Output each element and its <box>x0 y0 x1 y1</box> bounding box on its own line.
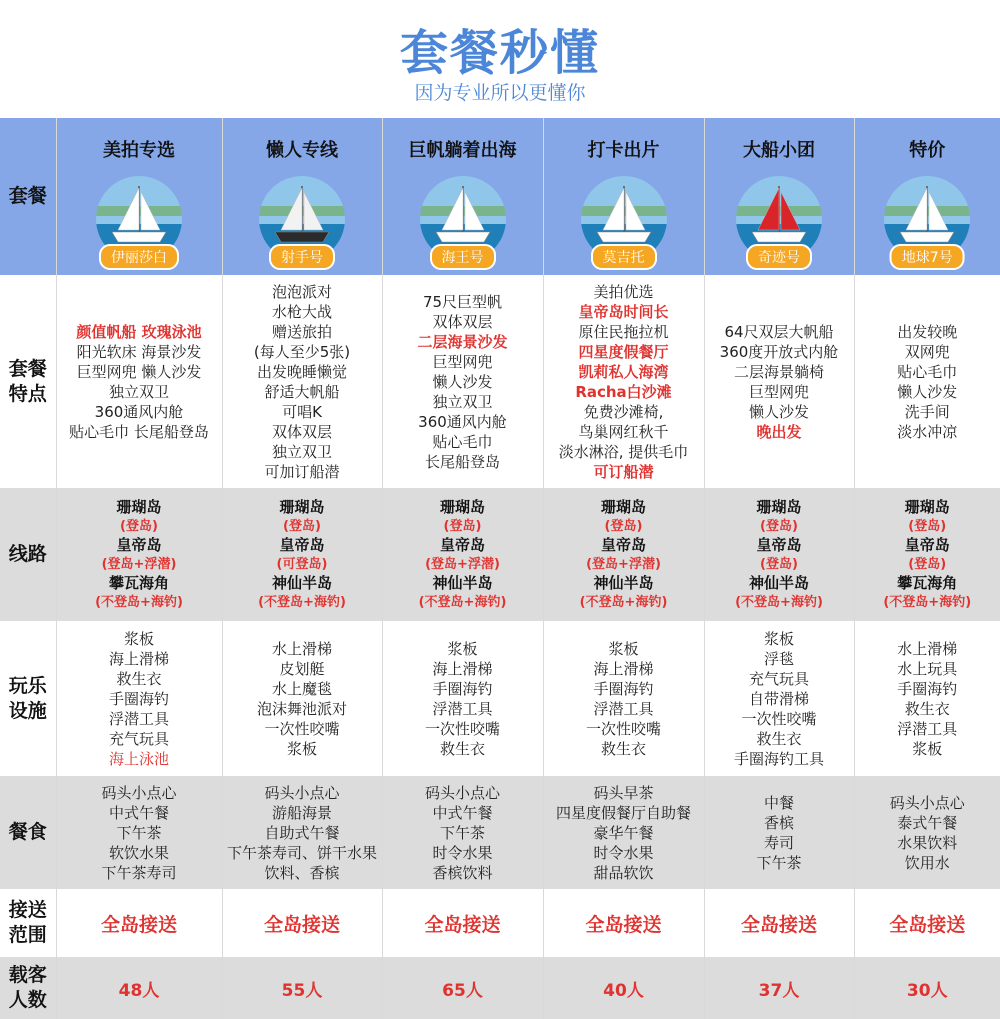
row-label-capacity <box>0 957 56 1019</box>
route-place: 皇帝岛 <box>904 535 950 554</box>
row-label-transfer <box>0 889 56 957</box>
play-item: 浮潜工具 <box>108 709 169 728</box>
boat-photo-wrap <box>736 176 822 266</box>
food-item: 下午茶寿司、饼干水果 <box>226 843 377 862</box>
route-note: (登岛) <box>443 518 482 534</box>
package-header-cell <box>704 118 854 275</box>
food-item: 下午茶 <box>116 823 162 842</box>
package-comparison-table <box>0 118 1000 1019</box>
food-cell <box>56 776 222 889</box>
transfer-value: 全岛接送 <box>585 913 662 936</box>
route-note: (不登岛+海钓) <box>418 594 507 610</box>
food-item: 自助式午餐 <box>264 823 340 842</box>
feature-line: 二层海景沙发 <box>417 332 508 351</box>
boat-photo-wrap <box>420 176 506 266</box>
route-place: 攀瓦海角 <box>897 573 958 592</box>
route-note: (登岛) <box>604 518 643 534</box>
play-item: 海上滑梯 <box>108 649 169 668</box>
play-cell <box>543 621 704 776</box>
feature-line: 巨型网兜 懒人沙发 <box>76 362 202 381</box>
play-item: 浆板 <box>912 739 943 758</box>
play-item: 一次性咬嘴 <box>424 719 500 738</box>
food-item: 下午茶 <box>439 823 485 842</box>
feature-line: 双网兜 <box>904 342 950 361</box>
package-header-cell <box>854 118 1000 275</box>
package-name: 打卡出片 <box>587 140 660 161</box>
package-name: 懒人专线 <box>266 140 338 161</box>
features-cell <box>222 275 382 488</box>
play-item: 手圈海钓 <box>432 679 493 698</box>
feature-line: 颜值帆船 玫瑰泳池 <box>76 322 202 341</box>
play-item: 自带滑梯 <box>748 689 809 708</box>
play-item: 救生衣 <box>116 669 162 688</box>
play-item: 救生衣 <box>439 739 485 758</box>
capacity-cell <box>382 957 543 1019</box>
feature-line: 晚出发 <box>756 422 802 441</box>
food-cell <box>854 776 1000 889</box>
play-cell <box>56 621 222 776</box>
transfer-value: 全岛接送 <box>100 913 177 936</box>
feature-line: 水枪大战 <box>271 302 332 321</box>
feature-line: 懒人沙发 <box>432 372 493 391</box>
play-item: 水上滑梯 <box>271 639 332 658</box>
route-place: 神仙半岛 <box>271 573 332 592</box>
feature-line: 鸟巢网红秋千 <box>578 422 669 441</box>
feature-line: 赠送旅拍 <box>271 322 332 341</box>
route-row <box>0 488 1000 621</box>
play-item: 充气玩具 <box>108 729 169 748</box>
food-item: 下午茶寿司 <box>101 863 177 882</box>
package-header-cell <box>543 118 704 275</box>
play-item: 水上玩具 <box>897 659 958 678</box>
page-subtitle: 因为专业所以更懂你 <box>414 82 586 104</box>
route-place: 攀瓦海角 <box>108 573 169 592</box>
boat-name-tag: 射手号 <box>269 244 335 270</box>
food-item: 甜品软饮 <box>593 863 654 882</box>
play-item: 救生衣 <box>904 699 950 718</box>
food-item: 软饮水果 <box>108 843 169 862</box>
food-item: 饮料、香槟 <box>264 863 340 882</box>
feature-line: 出发晚睡懒觉 <box>256 362 347 381</box>
feature-line: 懒人沙发 <box>897 382 958 401</box>
route-place: 神仙半岛 <box>432 573 493 592</box>
transfer-value: 全岛接送 <box>263 913 340 936</box>
food-item: 香槟饮料 <box>432 863 493 882</box>
feature-line: 独立双卫 <box>108 382 169 401</box>
capacity-cell <box>854 957 1000 1019</box>
play-item: 浮毯 <box>763 649 794 668</box>
feature-line: 64尺双层大帆船 <box>724 322 834 341</box>
play-item: 海上泳池 <box>108 749 169 768</box>
food-item: 寿司 <box>763 833 794 852</box>
boat-photo-wrap <box>259 176 345 266</box>
boat-photo-wrap <box>884 176 970 266</box>
route-note: (登岛+浮潜) <box>586 556 661 572</box>
package-name: 美拍专选 <box>103 140 175 161</box>
play-cell <box>382 621 543 776</box>
play-item: 浮潜工具 <box>897 719 958 738</box>
route-place: 珊瑚岛 <box>439 497 485 516</box>
play-item: 浆板 <box>608 639 639 658</box>
feature-line: 长尾船登岛 <box>424 452 500 471</box>
route-place: 珊瑚岛 <box>116 497 162 516</box>
row-label-line: 人数 <box>8 989 47 1011</box>
route-note: (不登岛+海钓) <box>258 594 346 610</box>
feature-line: (每人至少5张) <box>253 342 351 361</box>
play-item: 水上滑梯 <box>897 639 958 658</box>
boat-name-tag: 莫吉托 <box>591 244 657 270</box>
feature-line: 巨型网兜 <box>432 352 493 371</box>
transfer-cell <box>543 889 704 957</box>
feature-line: 洗手间 <box>904 402 950 421</box>
play-item: 海上滑梯 <box>593 659 654 678</box>
feature-line: 可订船潜 <box>593 462 654 481</box>
feature-line: 可唱K <box>282 402 322 421</box>
package-header-row <box>0 118 1000 275</box>
package-name: 特价 <box>909 140 946 161</box>
play-item: 手圈海钓 <box>593 679 654 698</box>
transfer-cell <box>704 889 854 957</box>
capacity-value: 30人 <box>906 980 948 1001</box>
package-header-cell <box>382 118 543 275</box>
boat-photo-wrap <box>96 176 182 266</box>
food-row <box>0 776 1000 889</box>
feature-line: 360通风内舱 <box>94 402 184 421</box>
transfer-cell <box>222 889 382 957</box>
play-item: 浆板 <box>447 639 478 658</box>
play-item: 水上魔毯 <box>271 679 332 698</box>
route-cell <box>382 488 543 621</box>
row-label-package: 套餐 <box>8 185 47 207</box>
feature-line: 舒适大帆船 <box>264 382 340 401</box>
play-item: 浮潜工具 <box>593 699 654 718</box>
route-place: 珊瑚岛 <box>904 497 950 516</box>
route-place: 皇帝岛 <box>439 535 485 554</box>
route-place: 珊瑚岛 <box>600 497 646 516</box>
route-note: (登岛) <box>760 518 798 534</box>
capacity-value: 65人 <box>442 980 483 1001</box>
feature-line: 泡泡派对 <box>271 282 332 301</box>
route-cell <box>854 488 1000 621</box>
food-cell <box>222 776 382 889</box>
play-item: 浆板 <box>123 629 154 648</box>
food-item: 时令水果 <box>432 843 493 862</box>
play-item: 浆板 <box>286 739 317 758</box>
features-cell <box>543 275 704 488</box>
route-cell <box>543 488 704 621</box>
route-note: (不登岛+海钓) <box>883 594 972 610</box>
play-item: 一次性咬嘴 <box>741 709 817 728</box>
food-item: 中式午餐 <box>108 803 169 822</box>
play-row <box>0 621 1000 776</box>
route-cell <box>704 488 854 621</box>
feature-line: 可加订船潜 <box>264 462 340 481</box>
play-item: 泡沫舞池派对 <box>256 699 347 718</box>
feature-line: 二层海景躺椅 <box>733 362 824 381</box>
route-note: (登岛+浮潜) <box>101 556 177 572</box>
row-label-line: 特点 <box>8 382 47 405</box>
play-item: 海上滑梯 <box>432 659 493 678</box>
boat-name-tag: 伊丽莎白 <box>99 244 179 270</box>
play-item: 皮划艇 <box>279 659 325 678</box>
transfer-cell <box>56 889 222 957</box>
transfer-value: 全岛接送 <box>424 913 501 936</box>
feature-line: Racha白沙滩 <box>575 382 672 401</box>
play-item: 一次性咬嘴 <box>585 719 661 738</box>
package-header-cell <box>222 118 382 275</box>
route-place: 皇帝岛 <box>116 535 162 554</box>
play-cell <box>222 621 382 776</box>
route-note: (不登岛+海钓) <box>735 594 823 610</box>
food-item: 泰式午餐 <box>897 813 958 832</box>
capacity-cell <box>704 957 854 1019</box>
route-note: (登岛) <box>908 556 947 572</box>
route-cell <box>222 488 382 621</box>
food-item: 香槟 <box>763 813 794 832</box>
route-place: 珊瑚岛 <box>279 497 325 516</box>
feature-line: 双体双层 <box>432 312 493 331</box>
food-item: 四星度假餐厅自助餐 <box>555 803 691 822</box>
features-cell <box>704 275 854 488</box>
food-item: 码头小点心 <box>264 783 340 802</box>
row-label-route: 线路 <box>8 543 47 565</box>
feature-line: 淡水冲凉 <box>897 422 958 441</box>
feature-line: 360通风内舱 <box>418 412 507 431</box>
route-note: (登岛) <box>760 556 798 572</box>
route-cell <box>56 488 222 621</box>
capacity-value: 55人 <box>281 980 323 1001</box>
route-place: 皇帝岛 <box>279 535 325 554</box>
boat-name-tag: 海王号 <box>430 244 496 270</box>
features-cell <box>854 275 1000 488</box>
capacity-value: 37人 <box>758 980 800 1001</box>
feature-line: 免费沙滩椅, <box>583 402 664 421</box>
feature-line: 360度开放式内舱 <box>719 342 839 361</box>
food-cell <box>704 776 854 889</box>
food-item: 豪华午餐 <box>593 823 654 842</box>
play-item: 浆板 <box>763 629 794 648</box>
play-item: 手圈海钓工具 <box>733 749 824 768</box>
capacity-cell <box>56 957 222 1019</box>
transfer-value: 全岛接送 <box>889 913 966 936</box>
boat-photo-wrap <box>581 176 667 266</box>
feature-line: 75尺巨型帆 <box>422 292 503 311</box>
feature-line: 美拍优选 <box>593 282 654 301</box>
route-place: 神仙半岛 <box>593 573 654 592</box>
capacity-cell <box>222 957 382 1019</box>
row-label-food: 餐食 <box>8 821 47 843</box>
food-item: 中式午餐 <box>432 803 493 822</box>
feature-line: 巨型网兜 <box>748 382 809 401</box>
feature-line: 双体双层 <box>271 422 332 441</box>
feature-line: 淡水淋浴, 提供毛巾 <box>558 442 689 461</box>
row-label-play <box>0 621 56 776</box>
feature-line: 四星度假餐厅 <box>578 342 669 361</box>
feature-line: 贴心毛巾 <box>432 432 493 451</box>
features-cell <box>382 275 543 488</box>
features-cell <box>56 275 222 488</box>
food-item: 码头小点心 <box>424 783 500 802</box>
feature-line: 贴心毛巾 <box>897 362 958 381</box>
row-label-features <box>0 275 56 488</box>
row-label-line: 玩乐 <box>8 674 47 697</box>
row-label-line: 接送 <box>8 899 47 921</box>
food-item: 码头小点心 <box>101 783 177 802</box>
play-item: 救生衣 <box>756 729 802 748</box>
package-name: 巨帆躺着出海 <box>408 140 517 161</box>
feature-line: 贴心毛巾 长尾船登岛 <box>69 422 209 441</box>
play-cell <box>854 621 1000 776</box>
route-place: 皇帝岛 <box>600 535 646 554</box>
transfer-cell <box>854 889 1000 957</box>
page-title: 套餐秒懂 <box>399 25 600 81</box>
food-cell <box>382 776 543 889</box>
play-cell <box>704 621 854 776</box>
play-item: 手圈海钓 <box>108 689 169 708</box>
route-place: 珊瑚岛 <box>756 497 802 516</box>
route-note: (可登岛) <box>276 556 328 572</box>
row-label-line: 设施 <box>8 699 47 722</box>
transfer-value: 全岛接送 <box>740 913 817 936</box>
feature-line: 凯莉私人海湾 <box>578 362 669 381</box>
capacity-value: 48人 <box>118 980 160 1001</box>
feature-line: 独立双卫 <box>271 442 332 461</box>
play-item: 一次性咬嘴 <box>264 719 340 738</box>
page-header <box>0 0 1000 118</box>
route-note: (登岛) <box>120 518 158 534</box>
play-item: 充气玩具 <box>748 669 809 688</box>
route-note: (登岛+浮潜) <box>425 556 500 572</box>
route-note: (登岛) <box>908 518 947 534</box>
package-header-cell <box>56 118 222 275</box>
feature-line: 皇帝岛时间长 <box>578 302 669 321</box>
boat-name-tag: 奇迹号 <box>746 244 812 270</box>
capacity-value: 40人 <box>603 980 644 1001</box>
food-item: 时令水果 <box>593 843 654 862</box>
row-label-line: 载客 <box>8 964 47 986</box>
food-item: 水果饮料 <box>897 833 958 852</box>
food-cell <box>543 776 704 889</box>
row-label-line: 范围 <box>8 924 47 946</box>
feature-line: 阳光软床 海景沙发 <box>76 342 202 361</box>
play-item: 手圈海钓 <box>897 679 958 698</box>
transfer-cell <box>382 889 543 957</box>
food-item: 码头小点心 <box>889 793 965 812</box>
features-row <box>0 275 1000 488</box>
food-item: 码头早茶 <box>593 783 654 802</box>
play-item: 浮潜工具 <box>432 699 493 718</box>
food-item: 游船海景 <box>271 803 332 822</box>
feature-line: 出发较晚 <box>897 322 958 341</box>
capacity-row <box>0 957 1000 1019</box>
boat-name-tag: 地球7号 <box>890 244 965 270</box>
feature-line: 原住民拖拉机 <box>578 322 669 341</box>
package-name: 大船小团 <box>743 140 815 161</box>
route-note: (登岛) <box>283 518 321 534</box>
food-item: 饮用水 <box>904 853 950 872</box>
food-item: 中餐 <box>763 793 794 812</box>
route-place: 神仙半岛 <box>748 573 809 592</box>
food-item: 下午茶 <box>756 853 802 872</box>
route-place: 皇帝岛 <box>756 535 802 554</box>
transfer-row <box>0 889 1000 957</box>
route-note: (不登岛+海钓) <box>579 594 668 610</box>
feature-line: 懒人沙发 <box>748 402 809 421</box>
capacity-cell <box>543 957 704 1019</box>
route-note: (不登岛+海钓) <box>95 594 183 610</box>
feature-line: 独立双卫 <box>432 392 493 411</box>
play-item: 救生衣 <box>600 739 646 758</box>
row-label-line: 套餐 <box>8 357 47 380</box>
